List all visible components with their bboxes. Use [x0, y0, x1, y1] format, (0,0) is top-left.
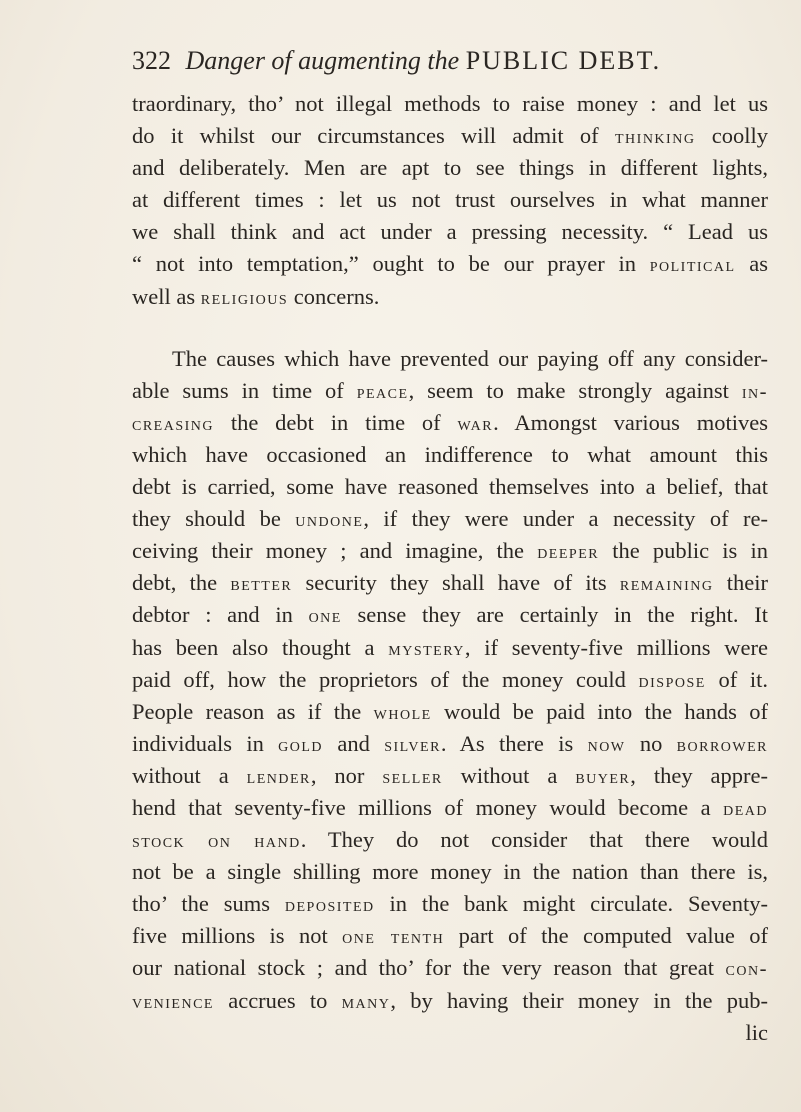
text-line: not be a single shilling more money in the nation than there is,: [132, 859, 768, 885]
text-line: paid off, how the proprietors of the money could dispose of it.: [132, 666, 768, 692]
small-caps-word: many: [341, 990, 391, 1013]
text-line: well as religious concerns.: [132, 283, 380, 309]
text-line: venience accrues to many, by having their money in the pub-: [132, 987, 768, 1013]
small-caps-word: war: [457, 412, 494, 435]
page-number: 322: [132, 46, 171, 75]
small-caps-word: political: [649, 254, 736, 277]
running-title-caps: PUBLIC DEBT.: [465, 46, 662, 75]
small-caps-word: con-: [725, 958, 768, 981]
text-line: debtor : and in one sense they are certainly in the right. It: [132, 602, 768, 628]
text-line: without a lender, nor seller without a buyer, they appre-: [132, 762, 768, 788]
small-caps-word: dispose: [638, 669, 706, 692]
text-line: debt is carried, some have reasoned themselves into a belief, that: [132, 474, 768, 500]
text-line: at different times : let us not trust ourselves in what manner: [132, 187, 768, 213]
small-caps-word: lender: [246, 765, 311, 788]
small-caps-word: religious: [200, 286, 289, 309]
text-line: do it whilst our circumstances will admit of thinking coolly: [132, 123, 768, 149]
text-line: People reason as if the whole would be paid into the hands of: [132, 698, 769, 724]
paragraph-break: [132, 313, 768, 343]
text-line: debt, the better security they shall have of its remaining their: [132, 570, 769, 596]
text-line: ceiving their money ; and imagine, the deeper the public is in: [132, 538, 768, 564]
small-caps-word: undone: [295, 509, 364, 532]
small-caps-word: borrower: [676, 733, 769, 756]
running-title: Danger of augmenting the: [185, 46, 460, 75]
small-caps-word: in-: [741, 380, 768, 403]
text-line: which have occasioned an indifference to what amount this: [132, 441, 768, 467]
small-caps-word: peace: [356, 380, 409, 403]
small-caps-word: gold: [278, 733, 324, 756]
small-caps-word: now: [587, 733, 626, 756]
small-caps-word: thinking: [615, 126, 696, 149]
text-line: traordinary, tho’ not illegal methods to raise money : and let us: [132, 91, 768, 116]
small-caps-word: venience: [132, 990, 214, 1013]
text-line: hend that seventy-five millions of money would become a dead: [132, 794, 768, 820]
small-caps-word: better: [230, 573, 293, 596]
text-line: our national stock ; and tho’ for the very reason that great con-: [132, 955, 768, 981]
small-caps-word: deeper: [537, 541, 600, 564]
text-line: has been also thought a mystery, if seventy-five millions were: [132, 634, 768, 660]
small-caps-word: buyer: [575, 765, 631, 788]
text-line: and deliberately. Men are apt to see things in different lights,: [132, 155, 768, 181]
text-line: “ not into temptation,” ought to be our prayer in political as: [132, 251, 768, 277]
small-caps-word: creasing: [132, 412, 215, 435]
text-line: creasing the debt in time of war. Amongst various motives: [132, 409, 769, 435]
text-line: they should be undone, if they were under a necessity of re-: [132, 506, 768, 532]
text-line: tho’ the sums deposited in the bank might circulate. Seventy-: [132, 891, 769, 917]
text-line: The causes which have prevented our paying off any consider-: [172, 345, 768, 371]
small-caps-word: one: [308, 605, 342, 628]
body-text: [132, 88, 768, 1049]
small-caps-word: remaining: [619, 573, 714, 596]
text-line: individuals in gold and silver. As there is now no borrower: [132, 730, 769, 756]
text-line: lic: [745, 1019, 768, 1045]
small-caps-word: dead: [723, 797, 768, 820]
small-caps-word: whole: [373, 701, 432, 724]
text-line: able sums in time of peace, seem to make strongly against in-: [132, 377, 768, 403]
running-header: [132, 45, 792, 77]
small-caps-word: deposited: [284, 894, 375, 917]
small-caps-word: silver: [384, 733, 441, 756]
small-caps-word: one tenth: [342, 926, 445, 949]
text-line: five millions is not one tenth part of the computed value of: [132, 923, 768, 949]
small-caps-word: mystery: [388, 637, 465, 660]
small-caps-word: seller: [382, 765, 443, 788]
text-line: stock on hand. They do not consider that there would: [132, 827, 768, 853]
text-line: we shall think and act under a pressing necessity. “ Lead us: [132, 219, 768, 245]
small-caps-word: stock on hand: [132, 830, 301, 853]
